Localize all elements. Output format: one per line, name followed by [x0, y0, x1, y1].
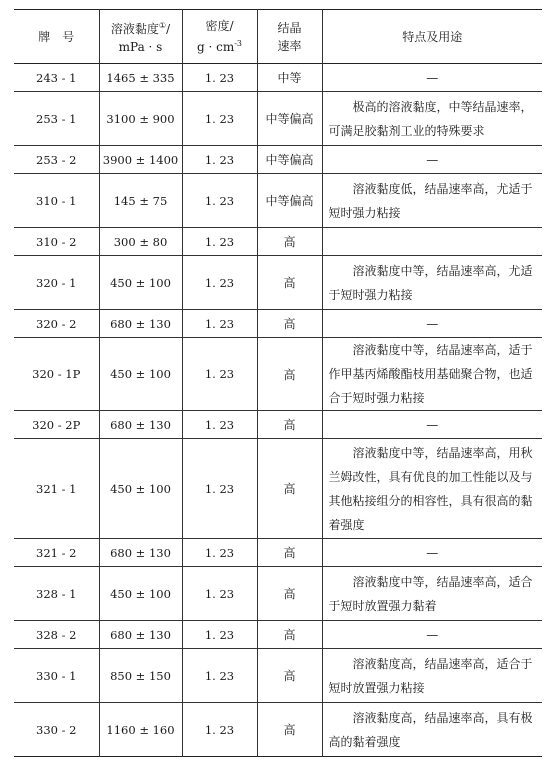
crystallization-rate-cell: 高: [257, 228, 322, 256]
grade-cell: 330 - 1: [36, 668, 77, 683]
viscosity-cell: 680 ± 130: [99, 539, 182, 567]
table-row: [14, 621, 542, 649]
usage-cell: 溶液黏度中等，结晶速率高，用秋兰姆改性，具有优良的加工性能以及与其他粘接组分的相容性，具有很高的黏着强度: [322, 439, 542, 539]
viscosity-cell: 1160 ± 160: [99, 703, 182, 757]
table-row: [14, 64, 542, 92]
usage-cell: 溶液黏度中等，结晶速率高，适于作甲基丙烯酸酯枝用基础聚合物，也适合于短时强力粘接: [322, 338, 542, 411]
grade-cell: 253 - 2: [36, 152, 77, 167]
density-cell: 1. 23: [182, 228, 257, 256]
usage-cell: 溶液黏度中等，结晶速率高，尤适于短时强力粘接: [322, 256, 542, 310]
crystallization-rate-cell: 中等偏高: [257, 146, 322, 174]
density-cell: 1. 23: [182, 567, 257, 621]
viscosity-cell: 3900 ± 1400: [99, 146, 182, 174]
table-row: [14, 439, 542, 539]
table-row: [14, 310, 542, 338]
density-cell: 1. 23: [182, 539, 257, 567]
viscosity-cell: 450 ± 100: [99, 256, 182, 310]
header-viscosity-label: 溶液黏度: [110, 22, 159, 36]
header-density-unit: g · cm: [196, 40, 235, 54]
grade-cell: 328 - 1: [36, 586, 77, 601]
header-density-label: 密度/: [205, 19, 234, 33]
grade-cell: 330 - 2: [36, 722, 77, 737]
table-row: [14, 338, 542, 411]
viscosity-cell: 450 ± 100: [99, 338, 182, 411]
crystallization-rate-cell: 高: [257, 256, 322, 310]
usage-cell: —: [322, 64, 542, 92]
usage-cell: 极高的溶液黏度，中等结晶速率，可满足胶黏剂工业的特殊要求: [322, 92, 542, 146]
grade-cell: 320 - 2: [36, 316, 77, 331]
table-row: [14, 146, 542, 174]
density-cell: 1. 23: [182, 338, 257, 411]
crystallization-rate-cell: 中等偏高: [257, 174, 322, 228]
viscosity-cell: 680 ± 130: [99, 621, 182, 649]
crystallization-rate-cell: 高: [257, 310, 322, 338]
crystallization-rate-cell: 中等: [257, 64, 322, 92]
usage-cell: —: [322, 539, 542, 567]
table-row: [14, 228, 542, 256]
grade-cell: 310 - 1: [36, 193, 77, 208]
usage-cell: —: [322, 146, 542, 174]
viscosity-cell: 450 ± 100: [99, 567, 182, 621]
usage-cell: 溶液黏度中等，结晶速率高，适合于短时放置强力黏着: [322, 567, 542, 621]
viscosity-cell: 1465 ± 335: [99, 64, 182, 92]
viscosity-cell: 450 ± 100: [99, 439, 182, 539]
usage-cell: —: [322, 310, 542, 338]
grade-cell: 320 - 1P: [32, 367, 81, 381]
usage-cell: 溶液黏度高，结晶速率高，适合于短时放置强力粘接: [322, 649, 542, 703]
table-row: [14, 411, 542, 439]
density-cell: 1. 23: [182, 146, 257, 174]
header-cryst-line1: 结晶: [277, 20, 302, 35]
footnote-marker: ①: [158, 21, 167, 30]
grade-cell: 320 - 1: [36, 275, 77, 290]
header-density: [182, 10, 257, 64]
table-row: [14, 92, 542, 146]
header-viscosity-unit: mPa · s: [118, 40, 163, 54]
viscosity-cell: 680 ± 130: [99, 411, 182, 439]
header-usage: 特点及用途: [322, 10, 542, 64]
header-crystallization-rate: [257, 10, 322, 64]
density-cell: 1. 23: [182, 649, 257, 703]
grade-cell: 243 - 1: [36, 70, 77, 85]
table-row: [14, 649, 542, 703]
crystallization-rate-cell: 中等偏高: [257, 92, 322, 146]
usage-cell: —: [322, 411, 542, 439]
header-cryst-line2: 速率: [277, 38, 302, 53]
grade-cell: 321 - 2: [36, 545, 77, 560]
table-row: [14, 703, 542, 757]
grade-cell: 253 - 1: [36, 111, 77, 126]
viscosity-cell: 145 ± 75: [99, 174, 182, 228]
density-cell: 1. 23: [182, 310, 257, 338]
density-cell: 1. 23: [182, 174, 257, 228]
density-cell: 1. 23: [182, 256, 257, 310]
crystallization-rate-cell: 高: [257, 567, 322, 621]
viscosity-cell: 3100 ± 900: [99, 92, 182, 146]
grade-cell: 310 - 2: [36, 234, 77, 249]
header-density-unit-exp: -3: [234, 39, 243, 48]
crystallization-rate-cell: 高: [257, 621, 322, 649]
viscosity-cell: 850 ± 150: [99, 649, 182, 703]
grade-cell: 320 - 2P: [32, 417, 81, 432]
crystallization-rate-cell: 高: [257, 338, 322, 411]
table-row: [14, 256, 542, 310]
density-cell: 1. 23: [182, 64, 257, 92]
density-cell: 1. 23: [182, 621, 257, 649]
grade-property-table: [14, 9, 542, 757]
crystallization-rate-cell: 高: [257, 411, 322, 439]
viscosity-cell: 680 ± 130: [99, 310, 182, 338]
crystallization-rate-cell: 高: [257, 649, 322, 703]
header-viscosity-sep: /: [166, 22, 171, 36]
crystallization-rate-cell: 高: [257, 703, 322, 757]
usage-cell: [322, 228, 542, 256]
table-row: [14, 539, 542, 567]
table-row: [14, 174, 542, 228]
density-cell: 1. 23: [182, 439, 257, 539]
usage-cell: 溶液黏度低，结晶速率高，尤适于短时强力粘接: [322, 174, 542, 228]
usage-cell: 溶液黏度高，结晶速率高，具有极高的黏着强度: [322, 703, 542, 757]
grade-cell: 321 - 1: [36, 481, 77, 496]
usage-cell: —: [322, 621, 542, 649]
density-cell: 1. 23: [182, 703, 257, 757]
density-cell: 1. 23: [182, 411, 257, 439]
grade-cell: 328 - 2: [36, 627, 77, 642]
table-header: [14, 10, 542, 64]
viscosity-cell: 300 ± 80: [99, 228, 182, 256]
header-viscosity: [99, 10, 182, 64]
header-grade: 牌 号: [38, 29, 75, 44]
table-body: [14, 64, 542, 757]
crystallization-rate-cell: 高: [257, 439, 322, 539]
density-cell: 1. 23: [182, 92, 257, 146]
table-row: [14, 567, 542, 621]
crystallization-rate-cell: 高: [257, 539, 322, 567]
